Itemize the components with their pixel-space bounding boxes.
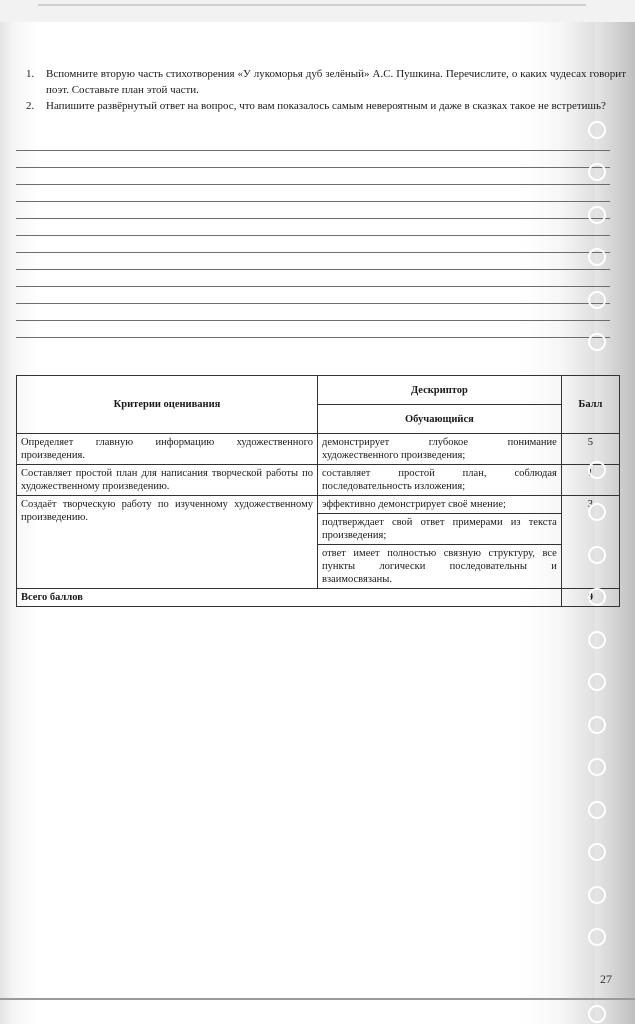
binder-ring-icon [588,801,606,819]
answer-line [16,320,610,321]
answer-line [16,337,610,338]
answer-line [16,252,610,253]
descriptor-cell: ответ имеет полностью связную структуру, все пункты логически последовательны и взаимосвязаны. [317,545,561,589]
binder-ring-icon [588,333,606,351]
top-strip [0,0,635,22]
binder-ring-icon [588,121,606,139]
questions-list [26,66,626,114]
binder-ring-icon [588,843,606,861]
total-row [17,589,620,607]
bottom-divider [0,998,635,1000]
score-cell: 1 [561,465,619,496]
descriptor-cell: демонстрирует глубокое понимание художественного произведения; [317,434,561,465]
answer-line [16,235,610,236]
binder-ring-icon [588,928,606,946]
binder-ring-icon [588,673,606,691]
score-cell: 5 [561,434,619,465]
criteria-table [16,375,620,607]
top-divider [38,4,586,6]
table-row [17,434,620,465]
question-2 [26,98,626,114]
answer-line [16,201,610,202]
answer-line [16,286,610,287]
binder-ring-icon [588,716,606,734]
question-1-text: Вспомните вторую часть стихотворения «У лукоморья дуб зелёный» А.С. Пушкина. Перечислите, о каких чудесах говорит поэт. Составьте план этой части. [46,68,626,96]
answer-line [16,303,610,304]
binder-ring-icon [588,758,606,776]
binder-ring-icon [588,206,606,224]
header-score: Балл [561,376,619,434]
answer-line [16,218,610,219]
table-row [17,465,620,496]
table-row [17,496,620,514]
answer-line [16,269,610,270]
question-2-number: 2. [26,100,35,112]
binder-ring-icon [588,461,606,479]
descriptor-cell: эффективно демонстрирует своё мнение; [317,496,561,514]
binder-ring-icon [588,503,606,521]
total-label: Всего баллов [17,589,562,607]
answer-line [16,150,610,151]
criterion-cell: Создаёт творческую работу по изученному художественному произведению. [17,496,318,589]
binder-ring-icon [588,291,606,309]
binder-ring-icon [588,1005,606,1023]
score-cell: 3 [561,496,619,589]
page-number: 27 [600,972,612,986]
total-value: 9 [561,589,619,607]
criterion-cell: Составляет простой план для написания творческой работы по художественному произведению. [17,465,318,496]
header-student: Обучающийся [317,405,561,434]
binder-ring-icon [588,588,606,606]
binder-ring-icon [588,886,606,904]
question-1-number: 1. [26,68,35,80]
descriptor-cell: составляет простой план, соблюдая последовательность изложения; [317,465,561,496]
header-descriptor: Дескриптор [317,376,561,405]
binder-ring-icon [588,631,606,649]
header-criteria: Критерии оценивания [17,376,318,434]
question-1 [26,66,626,98]
binder-ring-icon [588,546,606,564]
criterion-cell: Определяет главную информацию художественного произведения. [17,434,318,465]
answer-line [16,167,610,168]
question-2-text: Напишите развёрнутый ответ на вопрос, что вам показалось самым невероятным и даже в сказках такое не встретишь? [46,100,606,112]
binder-ring-icon [588,163,606,181]
binder-ring-icon [588,248,606,266]
descriptor-cell: подтверждает свой ответ примерами из текста произведения; [317,514,561,545]
answer-line [16,184,610,185]
